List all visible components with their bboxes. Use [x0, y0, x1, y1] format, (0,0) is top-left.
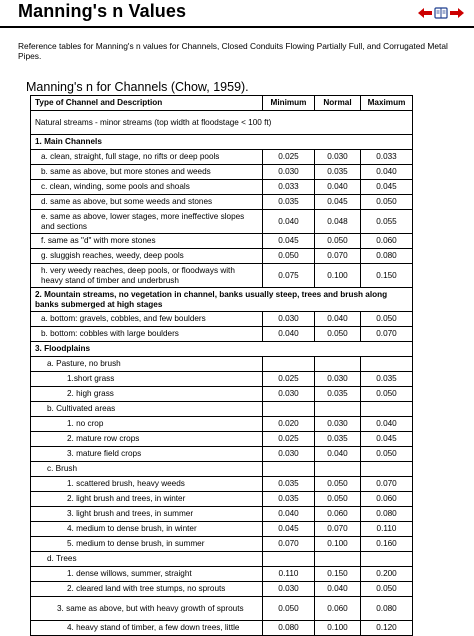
min-value-cell: 0.035	[263, 477, 315, 492]
table-body	[31, 111, 413, 636]
group-row	[31, 462, 413, 477]
page-header	[0, 0, 474, 28]
min-value-cell: 0.030	[263, 387, 315, 402]
normal-value-cell	[315, 552, 361, 567]
table-row	[31, 507, 413, 522]
max-value-cell: 0.150	[361, 264, 413, 288]
description-cell: b. Cultivated areas	[31, 402, 263, 417]
normal-value-cell	[315, 462, 361, 477]
normal-value-cell: 0.035	[315, 165, 361, 180]
group-row	[31, 402, 413, 417]
min-value-cell: 0.110	[263, 567, 315, 582]
header-minimum: Minimum	[263, 96, 315, 111]
normal-value-cell: 0.045	[315, 195, 361, 210]
min-value-cell: 0.030	[263, 582, 315, 597]
normal-value-cell: 0.100	[315, 621, 361, 636]
description-cell: a. clean, straight, full stage, no rifts or deep pools	[31, 150, 263, 165]
normal-value-cell: 0.060	[315, 597, 361, 621]
arrow-right-icon[interactable]	[450, 6, 464, 20]
table-row	[31, 150, 413, 165]
description-cell: 2. cleared land with tree stumps, no sprouts	[31, 582, 263, 597]
max-value-cell: 0.070	[361, 327, 413, 342]
table-row	[31, 372, 413, 387]
normal-value-cell: 0.040	[315, 447, 361, 462]
group-row	[31, 357, 413, 372]
max-value-cell: 0.040	[361, 165, 413, 180]
table-row	[31, 195, 413, 210]
section-row	[31, 288, 413, 312]
max-value-cell: 0.045	[361, 180, 413, 195]
normal-value-cell: 0.070	[315, 249, 361, 264]
min-value-cell	[263, 552, 315, 567]
max-value-cell	[361, 402, 413, 417]
min-value-cell: 0.025	[263, 150, 315, 165]
description-cell: 3. mature field crops	[31, 447, 263, 462]
min-value-cell: 0.033	[263, 180, 315, 195]
normal-value-cell: 0.035	[315, 432, 361, 447]
max-value-cell	[361, 357, 413, 372]
table-row	[31, 477, 413, 492]
description-cell: d. Trees	[31, 552, 263, 567]
table-row	[31, 522, 413, 537]
max-value-cell: 0.080	[361, 249, 413, 264]
description-cell: a. Pasture, no brush	[31, 357, 263, 372]
description-cell: 1. no crop	[31, 417, 263, 432]
table-row	[31, 537, 413, 552]
min-value-cell: 0.080	[263, 621, 315, 636]
min-value-cell: 0.045	[263, 234, 315, 249]
mannings-n-table	[30, 95, 413, 636]
book-icon[interactable]	[434, 6, 448, 20]
max-value-cell: 0.060	[361, 234, 413, 249]
description-cell: 5. medium to dense brush, in summer	[31, 537, 263, 552]
max-value-cell: 0.200	[361, 567, 413, 582]
table-row	[31, 165, 413, 180]
normal-value-cell: 0.030	[315, 417, 361, 432]
description-cell: b. bottom: cobbles with large boulders	[31, 327, 263, 342]
description-cell: e. same as above, lower stages, more ineffective slopes and sections	[31, 210, 263, 234]
normal-value-cell: 0.050	[315, 234, 361, 249]
min-value-cell: 0.045	[263, 522, 315, 537]
normal-value-cell: 0.050	[315, 477, 361, 492]
normal-value-cell: 0.050	[315, 492, 361, 507]
table-row	[31, 621, 413, 636]
min-value-cell: 0.040	[263, 210, 315, 234]
table-row	[31, 492, 413, 507]
table-title: Manning's n for Channels (Chow, 1959).	[26, 80, 249, 94]
normal-value-cell: 0.100	[315, 264, 361, 288]
description-cell: d. same as above, but some weeds and stones	[31, 195, 263, 210]
arrow-left-icon[interactable]	[418, 6, 432, 20]
description-cell: 3. light brush and trees, in summer	[31, 507, 263, 522]
min-value-cell: 0.040	[263, 507, 315, 522]
min-value-cell: 0.025	[263, 432, 315, 447]
max-value-cell: 0.050	[361, 582, 413, 597]
normal-value-cell: 0.150	[315, 567, 361, 582]
header-maximum: Maximum	[361, 96, 413, 111]
description-cell: g. sluggish reaches, weedy, deep pools	[31, 249, 263, 264]
max-value-cell: 0.050	[361, 312, 413, 327]
table-row	[31, 249, 413, 264]
min-value-cell: 0.075	[263, 264, 315, 288]
description-cell: c. Brush	[31, 462, 263, 477]
min-value-cell: 0.035	[263, 492, 315, 507]
normal-value-cell: 0.030	[315, 372, 361, 387]
table-row	[31, 180, 413, 195]
normal-value-cell: 0.030	[315, 150, 361, 165]
description-cell: 4. medium to dense brush, in winter	[31, 522, 263, 537]
description-cell: c. clean, winding, some pools and shoals	[31, 180, 263, 195]
section-cell: 3. Floodplains	[31, 342, 413, 357]
normal-value-cell: 0.060	[315, 507, 361, 522]
normal-value-cell: 0.040	[315, 180, 361, 195]
section-row	[31, 342, 413, 357]
max-value-cell: 0.035	[361, 372, 413, 387]
normal-value-cell	[315, 357, 361, 372]
max-value-cell	[361, 552, 413, 567]
max-value-cell: 0.040	[361, 417, 413, 432]
table-row	[31, 312, 413, 327]
min-value-cell: 0.025	[263, 372, 315, 387]
nav-controls	[418, 6, 464, 20]
table-row	[31, 417, 413, 432]
max-value-cell: 0.080	[361, 597, 413, 621]
min-value-cell: 0.050	[263, 249, 315, 264]
header-type: Type of Channel and Description	[31, 96, 263, 111]
min-value-cell: 0.030	[263, 165, 315, 180]
table-row	[31, 387, 413, 402]
min-value-cell	[263, 357, 315, 372]
description-cell: 2. light brush and trees, in winter	[31, 492, 263, 507]
description-cell: 3. same as above, but with heavy growth of sprouts	[31, 597, 263, 621]
max-value-cell: 0.070	[361, 477, 413, 492]
note-cell: Natural streams - minor streams (top width at floodstage < 100 ft)	[31, 111, 413, 135]
description-cell: 4. heavy stand of timber, a few down trees, little	[31, 621, 263, 636]
table-row	[31, 447, 413, 462]
min-value-cell	[263, 402, 315, 417]
normal-value-cell: 0.040	[315, 312, 361, 327]
min-value-cell: 0.035	[263, 195, 315, 210]
normal-value-cell: 0.035	[315, 387, 361, 402]
intro-text: Reference tables for Manning's n values for Channels, Closed Conduits Flowing Partially Full, and Corrugated Metal Pipes.	[18, 41, 448, 61]
normal-value-cell: 0.050	[315, 327, 361, 342]
max-value-cell: 0.050	[361, 447, 413, 462]
min-value-cell: 0.030	[263, 447, 315, 462]
max-value-cell: 0.050	[361, 387, 413, 402]
min-value-cell	[263, 462, 315, 477]
page-title: Manning's n Values	[18, 1, 187, 21]
max-value-cell: 0.120	[361, 621, 413, 636]
header-normal: Normal	[315, 96, 361, 111]
description-cell: 1.short grass	[31, 372, 263, 387]
max-value-cell: 0.050	[361, 195, 413, 210]
description-cell: b. same as above, but more stones and weeds	[31, 165, 263, 180]
section-row	[31, 135, 413, 150]
table-row	[31, 597, 413, 621]
normal-value-cell: 0.100	[315, 537, 361, 552]
max-value-cell	[361, 462, 413, 477]
min-value-cell: 0.070	[263, 537, 315, 552]
normal-value-cell	[315, 402, 361, 417]
min-value-cell: 0.020	[263, 417, 315, 432]
description-cell: 2. high grass	[31, 387, 263, 402]
max-value-cell: 0.080	[361, 507, 413, 522]
group-row	[31, 552, 413, 567]
table-row	[31, 210, 413, 234]
table-row	[31, 327, 413, 342]
max-value-cell: 0.110	[361, 522, 413, 537]
max-value-cell: 0.060	[361, 492, 413, 507]
table-row	[31, 264, 413, 288]
table-row	[31, 582, 413, 597]
note-row	[31, 111, 413, 135]
table-row	[31, 234, 413, 249]
min-value-cell: 0.050	[263, 597, 315, 621]
description-cell: 2. mature row crops	[31, 432, 263, 447]
max-value-cell: 0.160	[361, 537, 413, 552]
description-cell: a. bottom: gravels, cobbles, and few boulders	[31, 312, 263, 327]
description-cell: 1. dense willows, summer, straight	[31, 567, 263, 582]
min-value-cell: 0.030	[263, 312, 315, 327]
normal-value-cell: 0.048	[315, 210, 361, 234]
description-cell: h. very weedy reaches, deep pools, or floodways with heavy stand of timber and underbrush	[31, 264, 263, 288]
max-value-cell: 0.055	[361, 210, 413, 234]
max-value-cell: 0.033	[361, 150, 413, 165]
normal-value-cell: 0.040	[315, 582, 361, 597]
section-cell: 2. Mountain streams, no vegetation in channel, banks usually steep, trees and brush along banks submerged at high stages	[31, 288, 413, 312]
table-row	[31, 567, 413, 582]
normal-value-cell: 0.070	[315, 522, 361, 537]
table-row	[31, 432, 413, 447]
description-cell: 1. scattered brush, heavy weeds	[31, 477, 263, 492]
section-cell: 1. Main Channels	[31, 135, 413, 150]
max-value-cell: 0.045	[361, 432, 413, 447]
min-value-cell: 0.040	[263, 327, 315, 342]
description-cell: f. same as "d" with more stones	[31, 234, 263, 249]
